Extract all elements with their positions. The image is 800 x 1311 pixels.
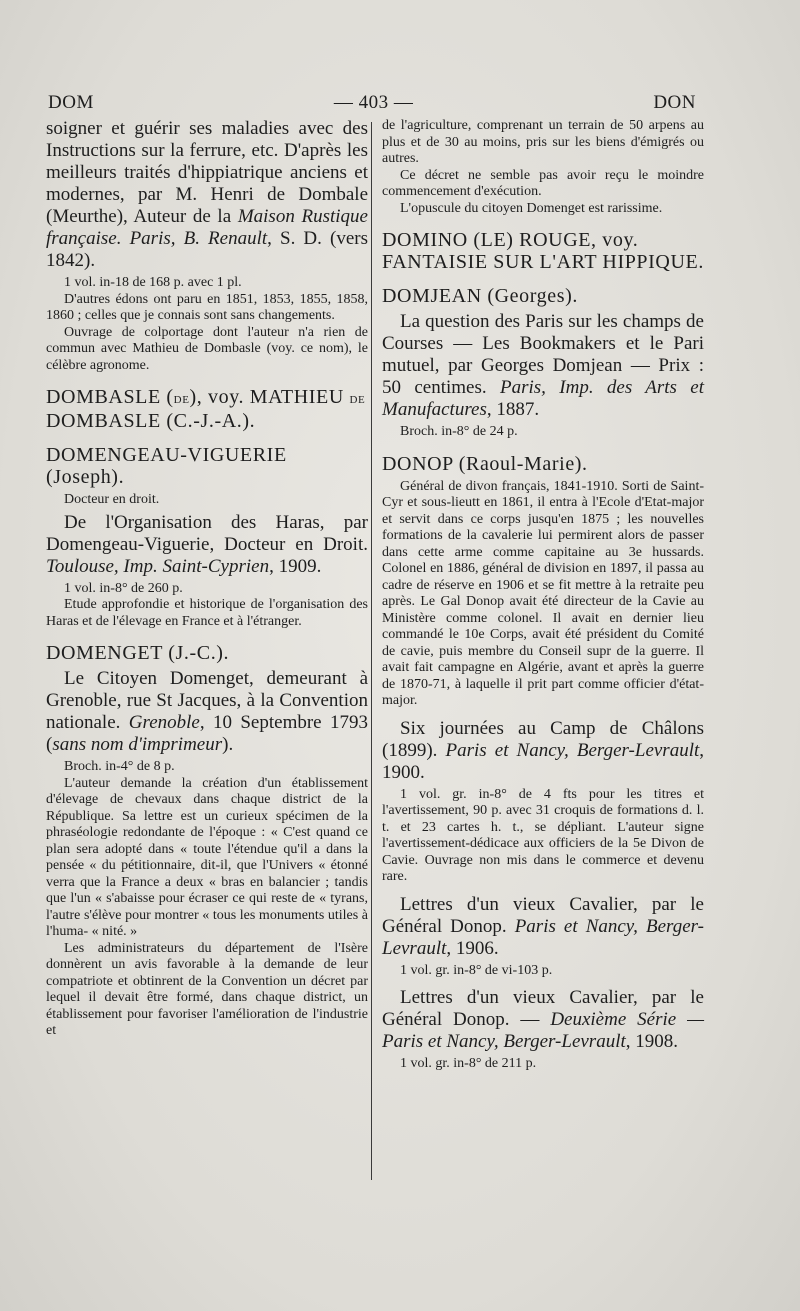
- running-header: [48, 92, 696, 114]
- entry-domenget-continued: [382, 118, 704, 217]
- entry-heading: DOMENGEAU-VIGUERIE (Joseph).: [46, 444, 287, 488]
- entry-note: Ouvrage de colportage dont l'auteur n'a rien de commun avec Mathieu de Dombasle (voy. ce nom), le célèbre agronome.: [46, 324, 368, 373]
- entry-domino-rouge: [382, 229, 704, 273]
- entry-note: 1 vol. gr. in-8° de 211 p.: [400, 1056, 537, 1071]
- entry-title: Six journées au Camp de Châlons (1899). Paris et Nancy, Berger-Levrault, 1900.: [382, 717, 705, 783]
- entry-title: Lettres d'un vieux Cavalier, par le Général Donop. Paris et Nancy, Berger-Levrault, 1906.: [382, 893, 704, 959]
- entry-note: 1 vol. in-8° de 260 p.: [64, 580, 183, 596]
- entry-note: Etude approfondie et historique de l'organisation des Haras et de l'élevage en France et à l'étranger.: [46, 597, 368, 629]
- entry-heading: DOMINO (LE) ROUGE, voy. FANTAISIE SUR L'ART HIPPIQUE.: [382, 229, 704, 273]
- entry-note: L'opuscule du citoyen Domenget est rarissime.: [400, 200, 663, 216]
- entry-heading: DONOP (Raoul-Marie).: [382, 452, 588, 475]
- left-column: [46, 118, 368, 1040]
- entry-title: La question des Paris sur les champs de Courses — Les Bookmakers et le Pari mutuel, par Georges Domjean — Prix : 50 centimes. Paris, Imp. des Arts et Manufactures, 1887.: [382, 311, 705, 420]
- right-column: [382, 118, 704, 1073]
- entry-title: Lettres d'un vieux Cavalier, par le Général Donop. — Deuxième Série — Paris et Nancy, Berger-Levrault, 1908.: [382, 987, 704, 1052]
- entry-dombasle: [46, 386, 368, 432]
- entry-note: de l'agriculture, comprenant un terrain de 50 arpens au plus et de 30 au moins, pris sur les biens d'émigrés ou autres.: [382, 118, 704, 166]
- entry-title: Le Citoyen Domenget, demeurant à Grenoble, rue St Jacques, à la Convention nationale. Grenoble, 10 Septembre 1793 (sans nom d'imprimeur).: [46, 668, 368, 755]
- entry-note: 1 vol. gr. in-8° de vi-103 p.: [400, 962, 553, 978]
- entry-note: Broch. in-4° de 8 p.: [64, 759, 175, 774]
- entry-domjean: [382, 285, 704, 441]
- entry-note: Ce décret ne semble pas avoir reçu le moindre commencement d'exécution.: [382, 167, 704, 199]
- entry-note: Docteur en droit.: [64, 492, 160, 507]
- entry-domengeau-viguerie: [46, 444, 368, 630]
- entry-note: 1 vol. in-18 de 168 p. avec 1 pl.: [64, 275, 242, 290]
- entry-note: Général de divon français, 1841-1910. Sorti de Saint-Cyr et sous-lieutt en 1861, il entra à l'Ecole d'Etat-major et servit dans ce corps jusqu'en 1875 ; les nouvelles formations de la cavalerie lui permirent alors de passer dans cette arme comme capitaine au 3e hussards. Colonel en 1886, général de division en 1897, il passa au cadre de réserve en 1906 et se fit mettre à la retraite peu après. Le Gal Donop avait été directeur de la Cavie au Ministère comme colonel. Il avait en dernier lieu commandé le 10e Corps, avait été président du Comité de cavie, puis membre du Conseil supr de la guerre. Il avait fait campagne en Algérie, avant et après la guerre de 1870-71, à laquelle il prit part comme officier d'état-major.: [382, 478, 704, 708]
- header-right: DON: [653, 92, 696, 113]
- entry-title: De l'Organisation des Haras, par Domengeau-Viguerie, Docteur en Droit. Toulouse, Imp. Saint-Cyprien, 1909.: [46, 511, 368, 577]
- page-number: — 403 —: [333, 92, 414, 113]
- entry-note: Broch. in-8° de 24 p.: [400, 424, 518, 439]
- entry-dombale: [46, 118, 368, 374]
- entry-donop: [382, 453, 704, 1073]
- entry-domenget: [46, 642, 368, 1040]
- column-divider: [371, 122, 372, 1180]
- entry-note: D'autres édons ont paru en 1851, 1853, 1855, 1858, 1860 ; celles que je connais sont sans changements.: [46, 291, 368, 323]
- entry-note: L'auteur demande la création d'un établissement d'élevage de chevaux dans chaque district de la République. Sa lettre est un curieux spécimen de la phraséologie redondante de l'époque : « C'est quand ce plan sera adopté dans « toute l'étendue qu'il a dans la pensée « du pétitionnaire, dit-il, que l'Univers « étonné verra que la France a deux « bras en balancier ; tandis que l'un « s'abaisse pour écraser ce qui reste de « tyrans, l'autre s'élève pour montrer « tous les monuments utiles à l'huma- « nité. »: [46, 775, 368, 939]
- entry-heading: DOMENGET (J.-C.).: [46, 642, 230, 664]
- entry-heading: DOMJEAN (Georges).: [382, 285, 578, 307]
- entry-heading: DOMBASLE (de), voy. MATHIEU de DOMBASLE (C.-J.-A.).: [46, 386, 366, 432]
- entry-note: 1 vol. gr. in-8° de 4 fts pour les titres et l'avertissement, 90 p. avec 31 croquis de formations d. l. t. et 23 cartes h. t., se dépliant. L'auteur signe l'avertissement-dédicace aux officiers de la 5e Divon de Cavie. Ouvrage non mis dans le commerce et devenu rare.: [382, 786, 704, 884]
- entry-note: Les administrateurs du département de l'Isère donnèrent un avis favorable à la demande de leur compatriote et obtinrent de la Convention un décret par lequel il devait être formé, dans chaque district, un établissement pour favoriser l'amélioration de l'industrie et: [46, 940, 368, 1038]
- entry-title: soigner et guérir ses maladies avec des Instructions sur la ferrure, etc. D'après les meilleurs traités d'hippiatrique anciens et modernes, par M. Henri de Dombale (Meurthe), Auteur de la Maison Rustique française. Paris, B. Renault, S. D. (vers 1842).: [46, 118, 368, 271]
- header-left: DOM: [48, 92, 94, 113]
